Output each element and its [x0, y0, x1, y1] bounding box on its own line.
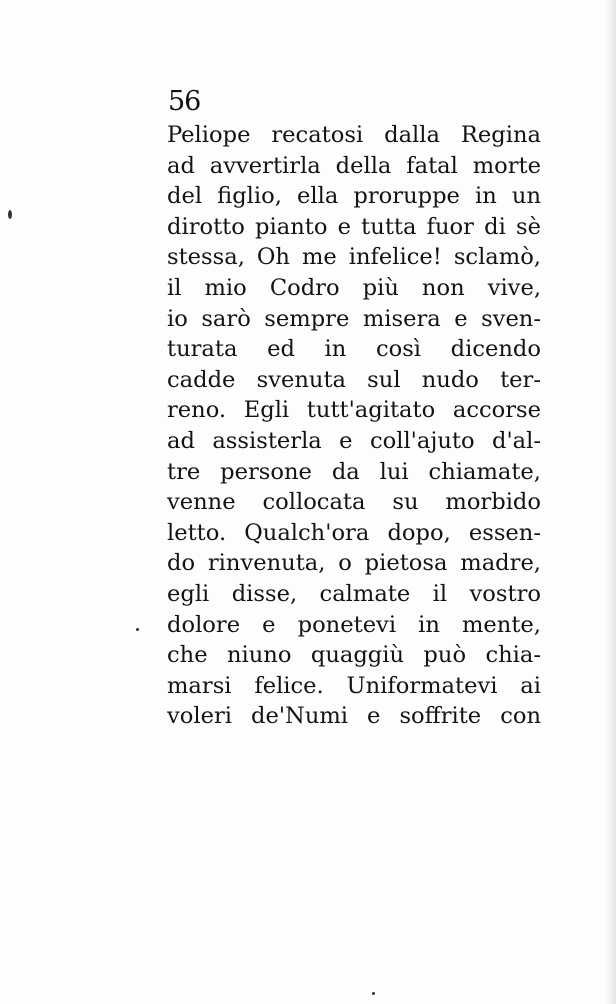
page-number: 56: [168, 86, 201, 117]
text-line: voleri de'Numi e soffrite con: [167, 703, 541, 730]
text-line: dolore e ponetevi in mente,: [167, 611, 541, 638]
text-line: marsi felice. Uniformatevi ai: [167, 672, 541, 699]
ink-speck: [8, 210, 12, 219]
text-line: stessa, Oh me infelice! sclamò,: [167, 244, 541, 271]
text-line: venne collocata su morbido: [167, 489, 541, 516]
text-line: turata ed in così dicendo: [167, 336, 541, 363]
body-text: [167, 120, 541, 732]
text-line: il mio Codro più non vive,: [167, 274, 541, 301]
text-line: do rinvenuta, o pietosa madre,: [167, 550, 541, 577]
text-line: reno. Egli tutt'agitato accorse: [167, 397, 541, 424]
ink-speck: [136, 628, 139, 631]
text-line: ad avvertirla della fatal morte: [167, 152, 541, 179]
text-line: io sarò sempre misera e sven-: [167, 305, 541, 332]
text-line: tre persone da lui chiamate,: [167, 458, 541, 485]
text-line: egli disse, calmate il vostro: [167, 580, 541, 607]
page-edge-shadow: [606, 0, 616, 1004]
text-line: che niuno quaggiù può chia-: [167, 642, 541, 669]
text-line: del figlio, ella proruppe in un: [167, 183, 541, 210]
text-line: Peliope recatosi dalla Regina: [167, 122, 541, 148]
ink-speck: [372, 992, 375, 995]
text-line: dirotto pianto e tutta fuor di sè: [167, 213, 541, 240]
text-line: cadde svenuta sul nudo ter-: [167, 366, 541, 393]
text-line: ad assisterla e coll'ajuto d'al-: [167, 427, 541, 454]
text-line: letto. Qualch'ora dopo, essen-: [167, 519, 541, 546]
